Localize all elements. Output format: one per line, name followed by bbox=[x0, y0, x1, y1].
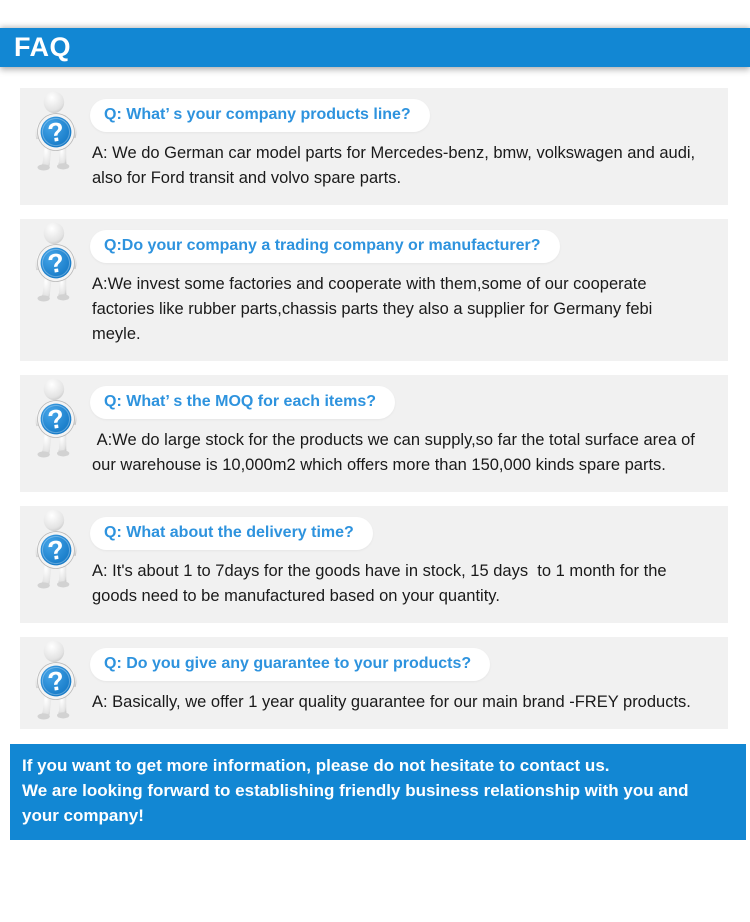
svg-text:?: ? bbox=[45, 116, 67, 149]
faq-item bbox=[20, 375, 728, 492]
faq-header bbox=[0, 28, 750, 67]
faq-item bbox=[20, 219, 728, 361]
faq-item bbox=[20, 637, 728, 729]
person-question-badge-icon bbox=[28, 640, 86, 720]
svg-text:?: ? bbox=[45, 534, 67, 567]
faq-item bbox=[20, 506, 728, 623]
person-question-badge-icon bbox=[28, 509, 86, 589]
question-text: Q: What’ s the MOQ for each items? bbox=[104, 393, 377, 410]
faq-item bbox=[20, 88, 728, 205]
answer-text: A: Basically, we offer 1 year quality guarantee for our main brand -FREY products. bbox=[92, 693, 691, 711]
contact-line: If you want to get more information, please do not hesitate to contact us. bbox=[22, 756, 610, 775]
svg-text:?: ? bbox=[45, 247, 67, 280]
svg-text:?: ? bbox=[45, 665, 67, 698]
question-bubble bbox=[90, 648, 490, 681]
question-text: Q:Do your company a trading company or manufacturer? bbox=[104, 237, 541, 254]
question-bubble bbox=[90, 517, 373, 550]
question-bubble bbox=[90, 230, 560, 263]
page-title: FAQ bbox=[14, 32, 72, 62]
faq-list bbox=[0, 88, 750, 729]
answer-text: A: It's about 1 to 7days for the goods have in stock, 15 days to 1 month for the goods need to be manufactured based on your quantity. bbox=[92, 562, 672, 605]
contact-line: We are looking forward to establishing friendly business relationship with you and your company! bbox=[22, 781, 694, 825]
question-bubble bbox=[90, 386, 395, 419]
answer-text: A:We invest some factories and cooperate with them,some of our cooperate factories like rubber parts,chassis parts they also a supplier for Germany febi meyle. bbox=[92, 275, 657, 343]
question-text: Q: Do you give any guarantee to your products? bbox=[104, 655, 472, 672]
person-question-badge-icon bbox=[28, 91, 86, 171]
question-text: Q: What’ s your company products line? bbox=[104, 106, 411, 123]
person-question-badge-icon bbox=[28, 222, 86, 302]
answer-text: A: We do German car model parts for Mercedes-benz, bmw, volkswagen and audi, also for Ford transit and volvo spare parts. bbox=[92, 144, 700, 187]
bottom-spacer bbox=[0, 840, 750, 878]
answer-text: A:We do large stock for the products we can supply,so far the total surface area of our warehouse is 10,000m2 which offers more than 150,000 kinds spare parts. bbox=[92, 431, 700, 474]
question-text: Q: What about the delivery time? bbox=[104, 524, 354, 541]
contact-banner bbox=[10, 744, 746, 840]
person-question-badge-icon bbox=[28, 378, 86, 458]
question-bubble bbox=[90, 99, 430, 132]
svg-text:?: ? bbox=[45, 403, 67, 436]
